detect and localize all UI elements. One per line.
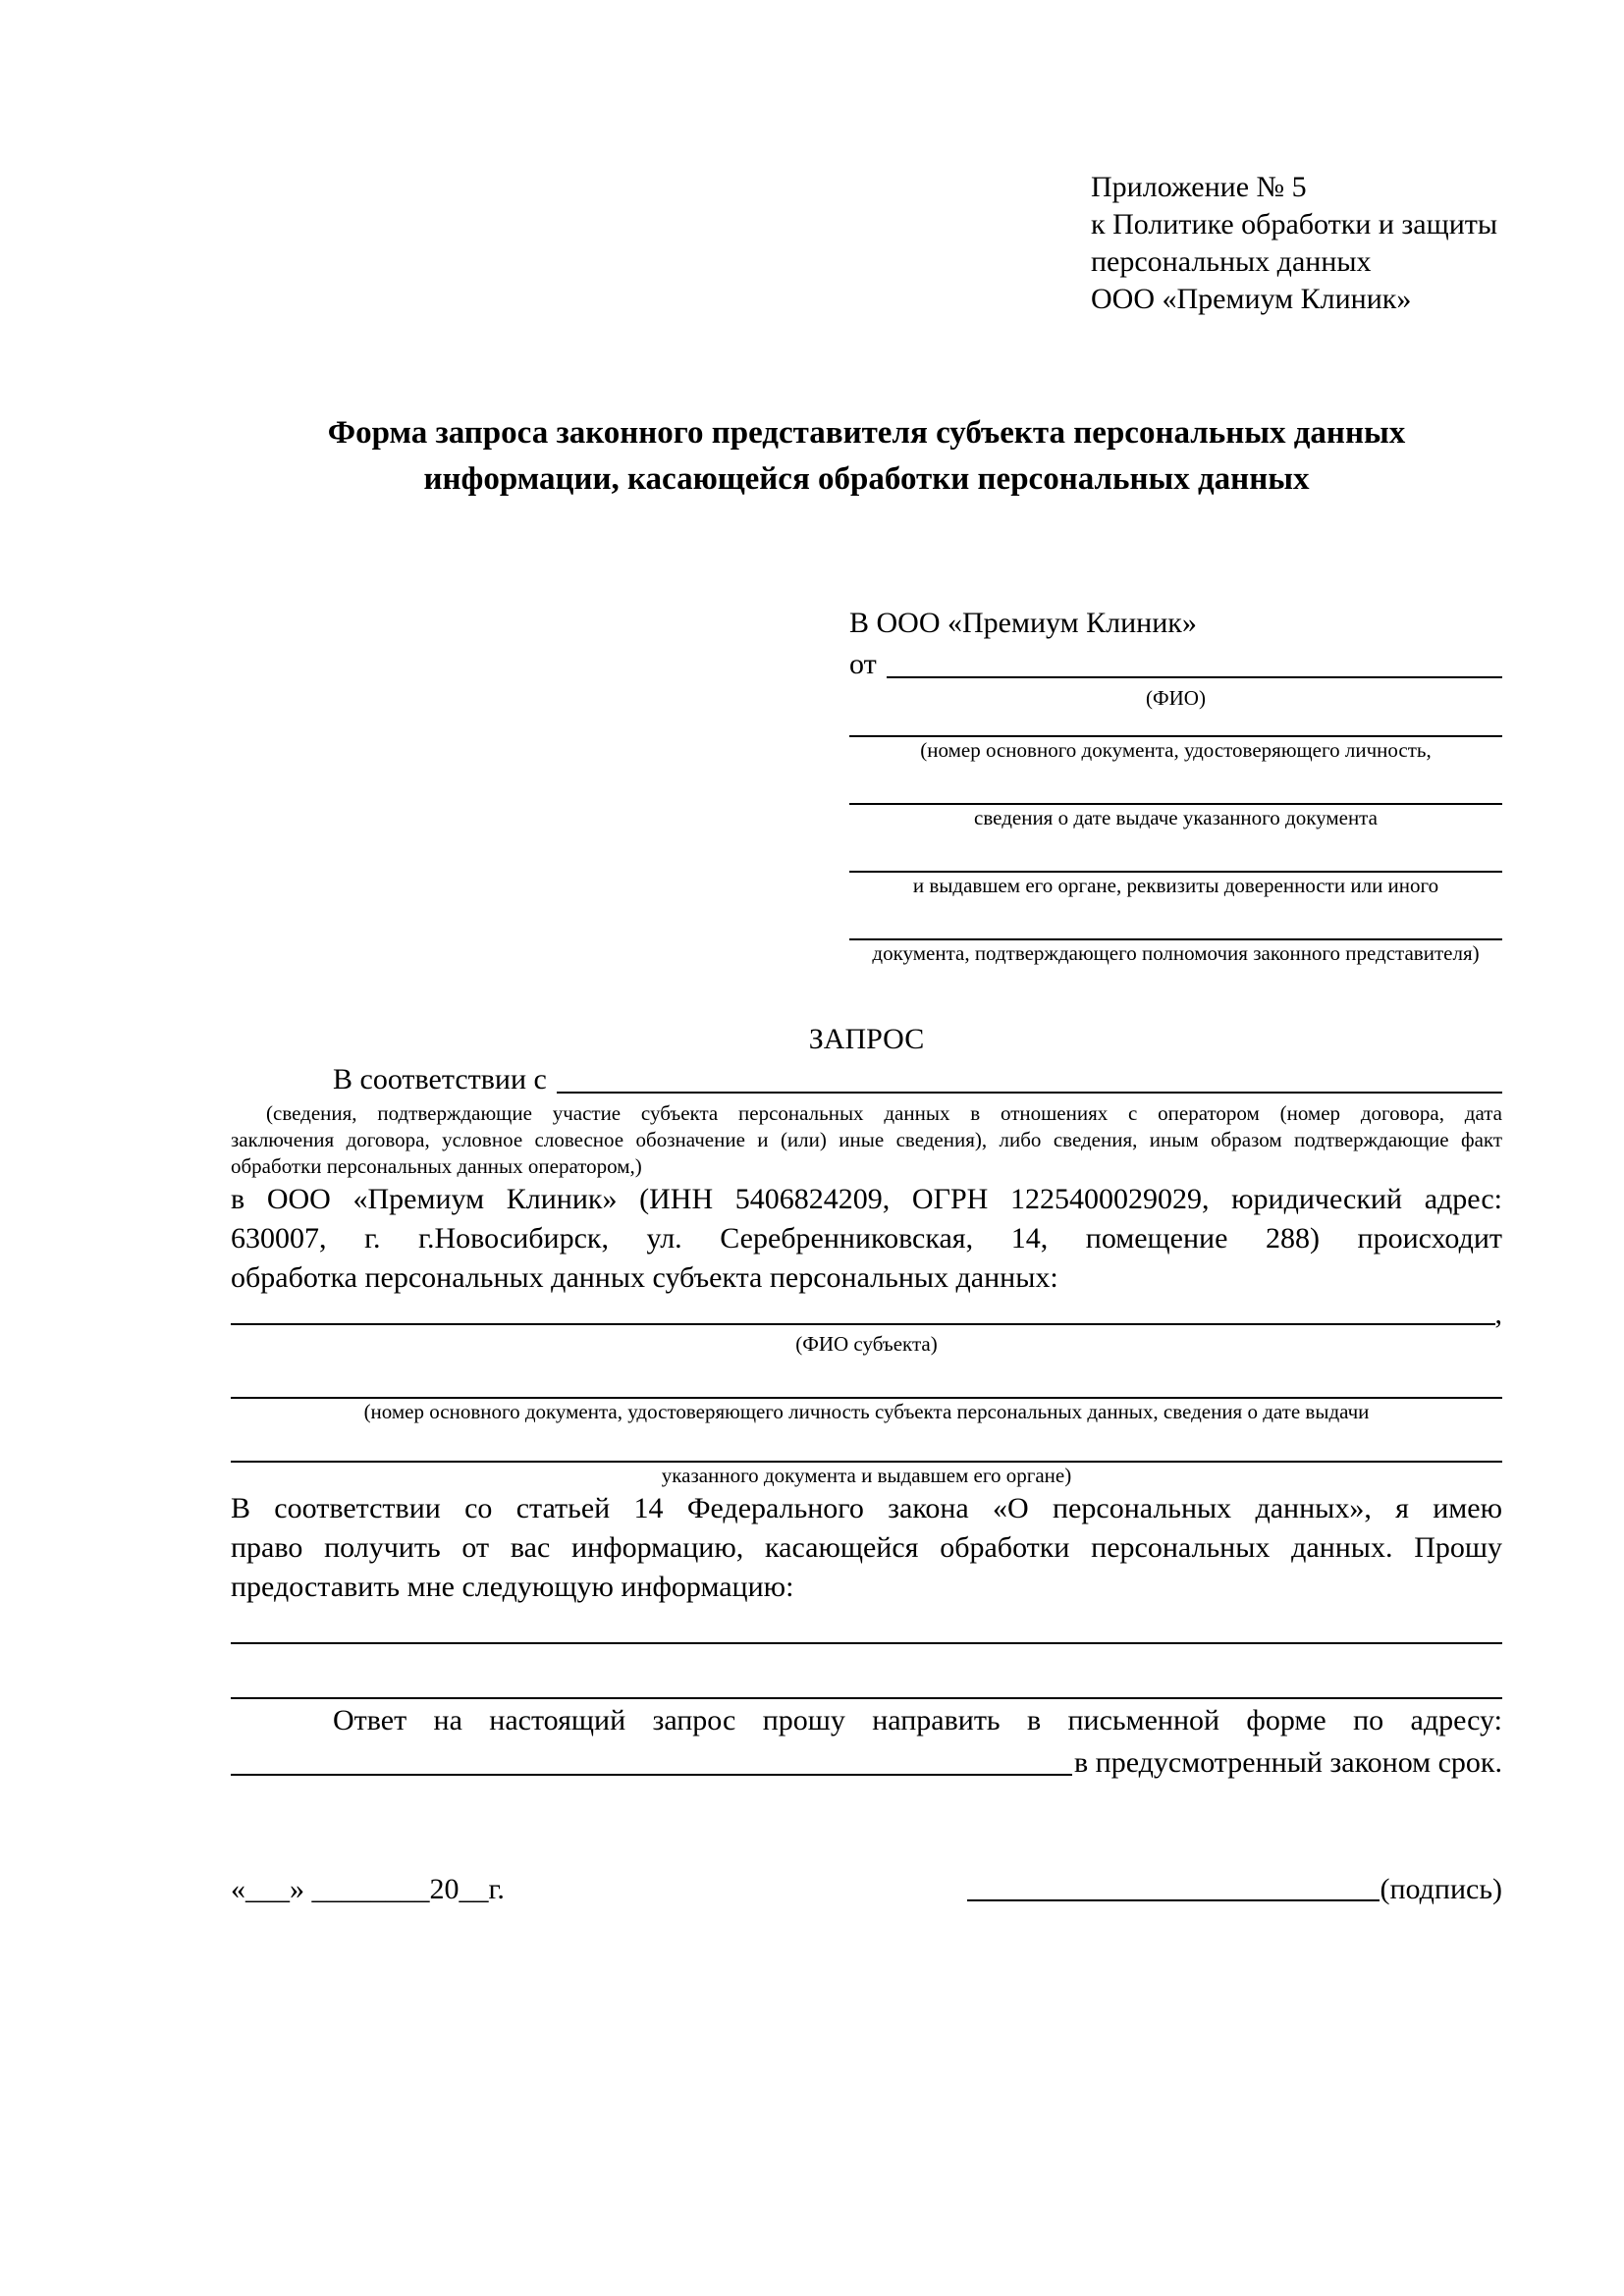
signature-caption: (подпись)	[1380, 1873, 1502, 1905]
subject-doc-caption: указанного документа и выдавшем его органе)	[661, 1464, 1072, 1487]
blank-caption: документа, подтверждающего полномочия законного представителя)	[872, 941, 1480, 965]
subject-doc-caption: (номер основного документа, удостоверяющего личность субъекта персональных данных, сведения о дате выдачи	[363, 1400, 1370, 1423]
law-paragraph-line: право получить от вас информацию, касающейся обработки персональных данных. Прошу	[231, 1531, 1502, 1564]
addressee-organization: В ООО «Премиум Клиник»	[849, 607, 1197, 639]
subject-fio-blank-line	[231, 1298, 1495, 1325]
intro-caption-line: (сведения, подтверждающие участие субъекта персональных данных в отношениях с оператором (номер договора, дата	[266, 1101, 1502, 1125]
form-title	[231, 410, 1502, 503]
annex-line: персональных данных	[1091, 245, 1372, 278]
signoff-row	[231, 1870, 1502, 1909]
operator-paragraph-line: обработка персональных данных субъекта персональных данных:	[231, 1261, 1058, 1294]
from-label: от	[849, 648, 877, 680]
blank-line	[231, 1358, 1502, 1399]
blank-line	[849, 764, 1502, 805]
subject-fio-row	[231, 1298, 1502, 1331]
answer-blank-line	[231, 1644, 1502, 1699]
operator-paragraph-line: 630007, г. г.Новосибирск, ул. Серебренниковская, 14, помещение 288) происходит	[231, 1222, 1502, 1255]
operator-paragraph-line: в ООО «Премиум Клиник» (ИНН 5406824209, ОГРН 1225400029029, юридический адрес:	[231, 1183, 1502, 1215]
form-title-line: информации, касающейся обработки персональных данных	[423, 461, 1310, 497]
annex-line: к Политике обработки и защиты	[1091, 208, 1498, 240]
intro-caption-line: заключения договора, условное словесное обозначение и (или) иные сведения), либо сведения, иным образом подтверждающие факт	[231, 1128, 1502, 1151]
intro-label: В соответствии с	[333, 1063, 547, 1095]
intro-caption-line: обработки персональных данных оператором,)	[231, 1154, 642, 1178]
addressee-block	[849, 603, 1502, 967]
annex-line: ООО «Премиум Клиник»	[1091, 283, 1412, 315]
blank-line	[849, 899, 1502, 940]
reply-tail: в предусмотренный законом срок.	[1074, 1746, 1502, 1779]
blank-line	[231, 1425, 1502, 1463]
from-row	[849, 644, 1502, 685]
request-heading: ЗАПРОС	[808, 1023, 925, 1055]
subject-comma: ,	[1494, 1298, 1502, 1330]
reply-paragraph: Ответ на настоящий запрос прошу направить в письменной форме по адресу:	[333, 1704, 1502, 1736]
signature-group	[967, 1870, 1502, 1909]
annex-block	[1091, 169, 1502, 318]
intro-row	[231, 1059, 1502, 1100]
annex-line: Приложение № 5	[1091, 171, 1307, 203]
subject-fio-caption: (ФИО субъекта)	[795, 1332, 938, 1356]
address-blank-line	[231, 1742, 1072, 1776]
blank-caption: и выдавшем его органе, реквизиты доверенности или иного	[912, 874, 1439, 897]
law-paragraph-line: предоставить мне следующую информацию:	[231, 1571, 794, 1603]
fio-caption: (ФИО)	[1146, 686, 1206, 710]
reply-address-row	[231, 1742, 1502, 1784]
blank-line	[849, 831, 1502, 873]
law-paragraph-line: В соответствии со статьей 14 Федерального закона «О персональных данных», я имею	[231, 1492, 1502, 1524]
intro-blank-line	[557, 1059, 1502, 1094]
form-title-line: Форма запроса законного представителя субъекта персональных данных	[327, 415, 1406, 451]
date-blank: «___» ________20__г.	[231, 1873, 505, 1905]
blank-caption: (номер основного документа, удостоверяющего личность,	[920, 738, 1432, 762]
answer-blank-line	[231, 1607, 1502, 1644]
blank-caption: сведения о дате выдаче указанного документа	[974, 806, 1378, 829]
blank-line	[849, 712, 1502, 737]
fio-blank-line	[887, 644, 1502, 678]
signature-blank-line	[967, 1870, 1380, 1901]
